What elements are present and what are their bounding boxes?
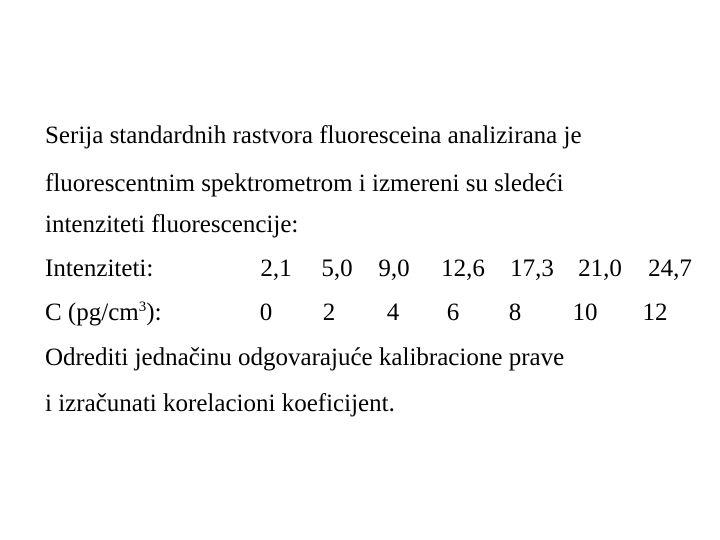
concentration-value: 2 bbox=[322, 299, 336, 326]
intensity-row bbox=[45, 256, 695, 284]
concentration-value: 4 bbox=[386, 299, 400, 326]
intensity-label: Intenziteti: bbox=[45, 255, 154, 282]
intensity-value: 5,0 bbox=[321, 255, 353, 282]
concentration-value: 6 bbox=[446, 299, 460, 326]
intro-line-2: fluorescentnim spektrometrom i izmereni su sledeći bbox=[45, 170, 564, 197]
concentration-row bbox=[45, 300, 695, 328]
concentration-value: 8 bbox=[508, 299, 522, 326]
intensity-value: 17,3 bbox=[510, 255, 554, 282]
task-line-2: i izračunati korelacioni koeficijent. bbox=[45, 390, 395, 417]
concentration-value: 10 bbox=[572, 299, 598, 326]
intensity-value: 12,6 bbox=[441, 255, 485, 282]
intensity-value: 9,0 bbox=[378, 255, 410, 282]
intensity-value: 21,0 bbox=[578, 255, 622, 282]
concentration-value: 0 bbox=[259, 299, 273, 326]
task-line-1: Odrediti jednačinu odgovarajuće kalibracione prave bbox=[45, 344, 565, 371]
concentration-value: 12 bbox=[642, 299, 668, 326]
concentration-label: C $(pg/cm^3)$: bbox=[45, 299, 162, 326]
intro-line-1: Serija standardnih rastvora fluoresceina analizirana je bbox=[45, 122, 582, 149]
intensity-value: 24,7 bbox=[648, 255, 692, 282]
intro-line-3: intenziteti fluorescencije: bbox=[45, 211, 299, 238]
intensity-value: 2,1 bbox=[260, 255, 292, 282]
